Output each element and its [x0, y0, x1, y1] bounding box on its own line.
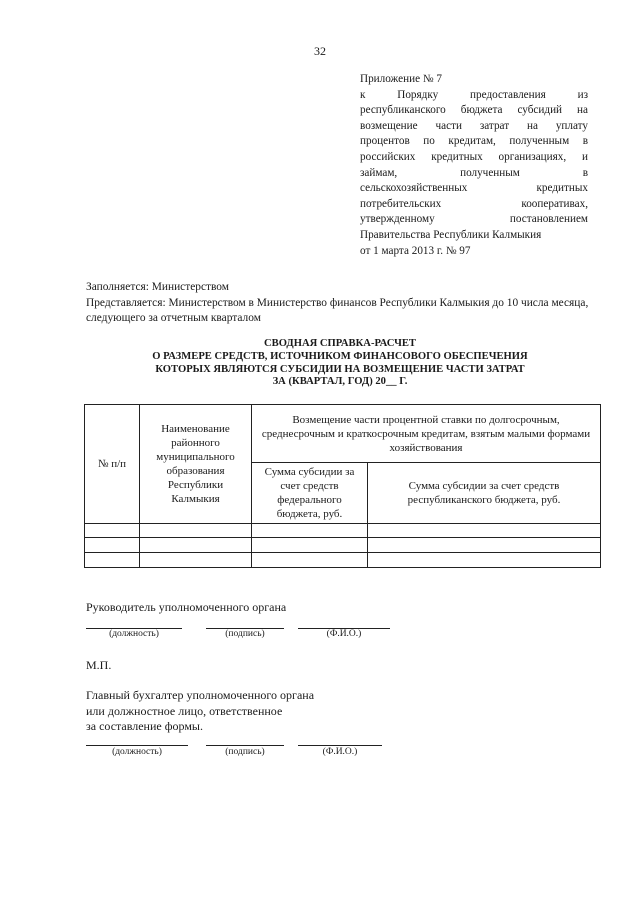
signature-caption: (подпись) — [225, 629, 265, 639]
title-line: ЗА (КВАРТАЛ, ГОД) 20__ Г. — [272, 376, 408, 388]
table-cell — [85, 538, 140, 553]
appendix-line: к Порядку предоставления из — [360, 88, 588, 101]
header-municipality: Наименование районного муниципального образования Республики Калмыкия — [140, 405, 252, 524]
signature-line — [206, 745, 284, 746]
table-cell — [252, 524, 368, 538]
title-line: СВОДНАЯ СПРАВКА-РАСЧЕТ — [263, 338, 417, 349]
page-number: 32 — [314, 44, 326, 58]
accountant-line: за составление формы. — [86, 719, 203, 733]
header-group: Возмещение части процентной ставки по долгосрочным, среднесрочным и краткосрочным кредитам, взятым малыми формами хозяйствования — [252, 405, 601, 463]
filled-by: Заполняется: Министерством — [86, 281, 229, 293]
table-cell — [368, 538, 601, 553]
position-caption: (должность) — [109, 629, 159, 639]
position-caption: (должность) — [112, 747, 162, 757]
submitted-by: Представляется: Министерством в Министерство финансов Республики Калмыкия до 10 числа месяца, следующего за отчетным кварталом — [86, 297, 589, 324]
table-cell — [252, 553, 368, 568]
header-number: № п/п — [85, 405, 140, 524]
header-federal: Сумма субсидии за счет средств федерального бюджета, руб. — [252, 463, 368, 524]
head-signature-title: Руководитель уполномоченного органа — [86, 600, 287, 614]
subsidy-table — [84, 404, 601, 568]
position-line — [86, 745, 188, 746]
appendix-line: республиканского бюджета субсидий на — [360, 104, 588, 117]
table-row — [85, 524, 601, 538]
header-republic: Сумма субсидии за счет средств республиканского бюджета, руб. — [368, 463, 601, 524]
table-cell — [368, 553, 601, 568]
appendix-title: Приложение № 7 — [360, 73, 442, 85]
appendix-line: от 1 марта 2013 г. № 97 — [360, 244, 471, 257]
accountant-block — [86, 688, 314, 735]
fio-caption: (Ф.И.О.) — [326, 629, 362, 639]
accountant-line: или должностное лицо, ответственное — [86, 703, 283, 718]
table-cell — [85, 524, 140, 538]
appendix-line: российских кредитных организациях, и — [360, 150, 588, 163]
table-cell — [252, 538, 368, 553]
appendix-line: займам, полученным в — [360, 166, 588, 179]
title-line: КОТОРЫХ ЯВЛЯЮТСЯ СУБСИДИИ НА ВОЗМЕЩЕНИЕ ЧАСТИ ЗАТРАТ — [155, 363, 525, 375]
appendix-line: сельскохозяйственных кредитных — [360, 182, 588, 195]
table-cell — [140, 553, 252, 568]
fio-line — [298, 745, 382, 746]
stamp-place: М.П. — [86, 658, 112, 672]
table-cell — [140, 524, 252, 538]
signature-caption: (подпись) — [225, 747, 265, 757]
document-title — [70, 338, 610, 389]
table-row — [85, 553, 601, 568]
table-cell — [140, 538, 252, 553]
appendix-line: утвержденному постановлением — [360, 213, 588, 226]
table-cell — [85, 553, 140, 568]
table-row — [85, 538, 601, 553]
fio-caption: (Ф.И.О.) — [322, 747, 358, 757]
appendix-line: потребительских кооперативах, — [360, 197, 588, 210]
table-cell — [368, 524, 601, 538]
appendix-line: процентов по кредитам, полученным в — [360, 135, 588, 148]
title-line: О РАЗМЕРЕ СРЕДСТВ, ИСТОЧНИКОМ ФИНАНСОВОГО ОБЕСПЕЧЕНИЯ — [152, 350, 528, 362]
accountant-line: Главный бухгалтер уполномоченного органа — [86, 688, 315, 702]
appendix-line: возмещение части затрат на уплату — [360, 119, 588, 132]
appendix-block — [360, 72, 588, 259]
appendix-line: Правительства Республики Калмыкия — [360, 228, 542, 241]
